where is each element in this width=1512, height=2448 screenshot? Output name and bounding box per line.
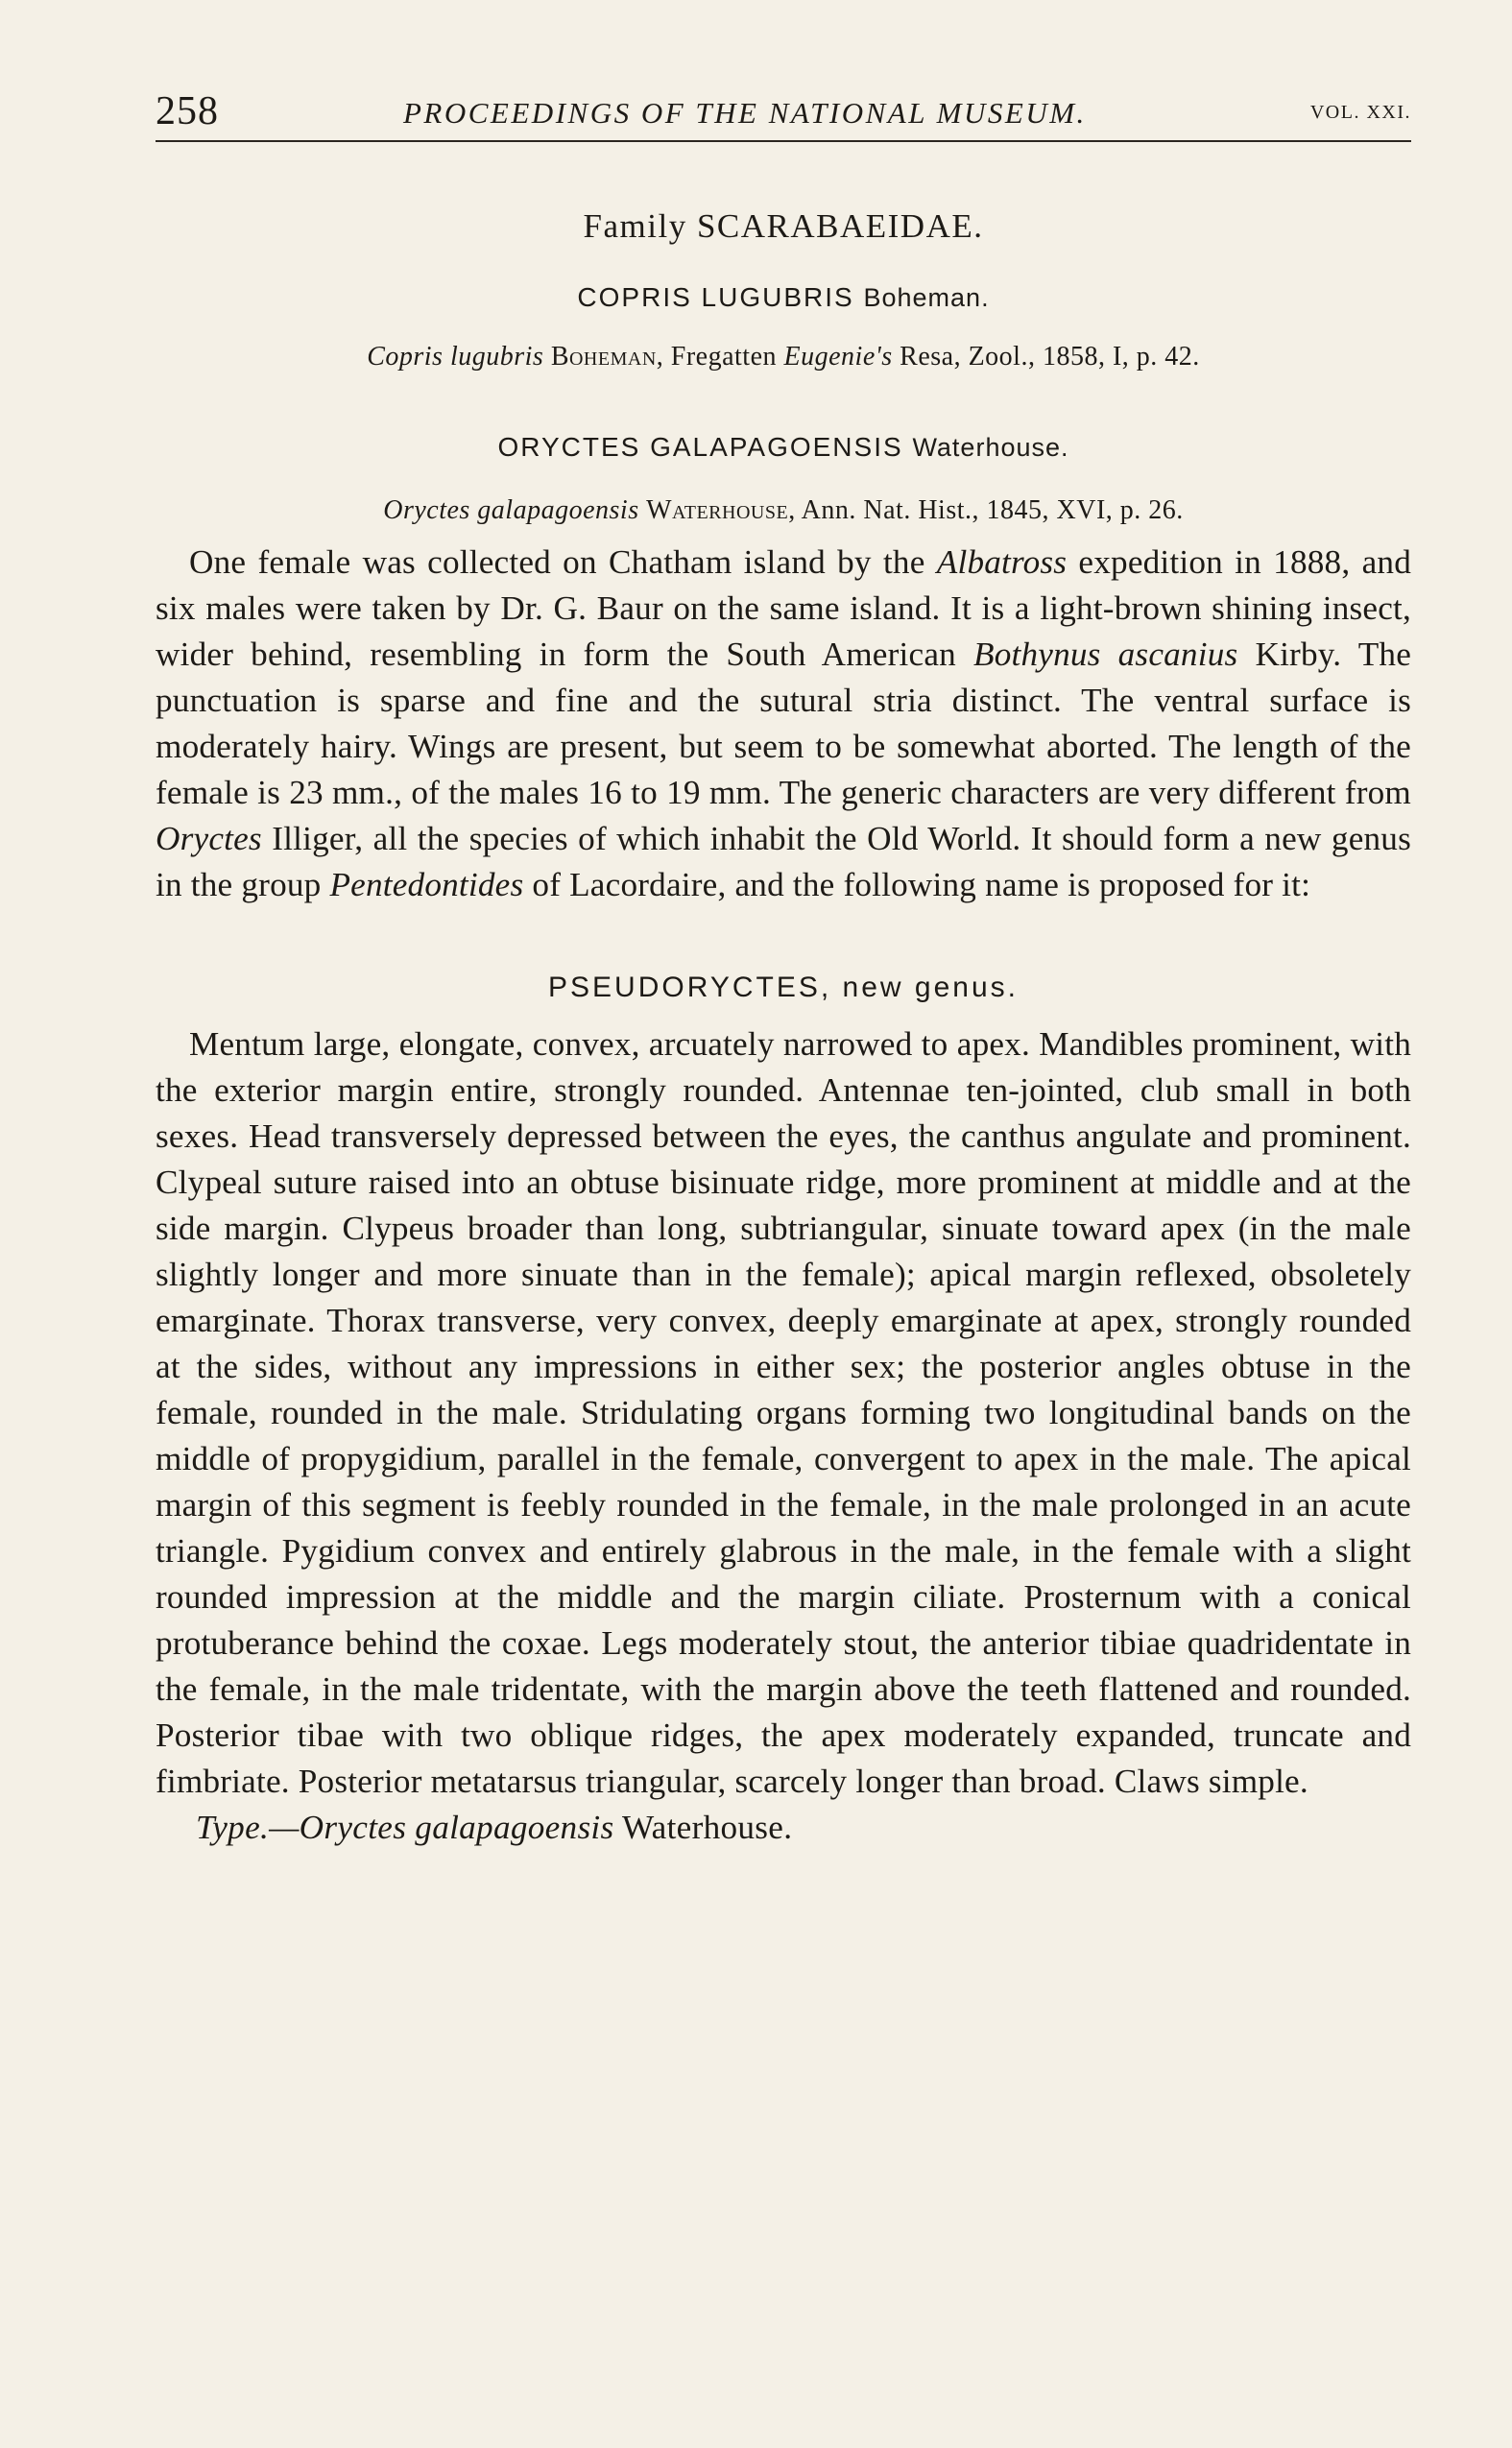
reference-work-rest: Resa, Zool., 1858, I, p. 42. [900, 342, 1200, 372]
family-heading: Family SCARABAEIDAE. [583, 207, 984, 245]
genus-description: Mentum large, elongate, convex, arcuately narrowed to apex. Mandibles prominent, with the exterior margin entire, strongly rounded. Antennae ten-jointed, club small in both sexes. Head transversely depressed between the eyes, the canthus angulate and prominent. Clypeal suture raised into an obtuse bisinuate ridge, more prominent at middle and at the side margin. Clypeus broader than long, subtriangular, sinuate toward apex (in the male slightly longer and more sinuate than in the female); apical margin reflexed, obsoletely emarginate. Thorax transverse, very convex, deeply emarginate at apex, strongly rounded at the sides, without any impressions in either sex; the posterior angles obtuse in the female, rounded in the male. Stridulating organs forming two longitudinal bands on the middle of propygidium, parallel in the female, convergent to apex in the male. The apical margin of this segment is feebly rounded in the female, in the male prolonged in an acute triangle. Pygidium convex and entirely glabrous in the male, in the female with a slight rounded impression at the middle and the margin ciliate. Prosternum with a conical protuberance behind the coxae. Legs moderately stout, the anterior tibiae quadridentate in the female, in the male tridentate, with the margin above the teeth flattened and rounded. Posterior tibae with two oblique ridges, the apex moderately expanded, truncate and fimbriate. Posterior metatarsus triangular, scarcely longer than broad. Claws simple. [156, 1025, 1411, 1800]
text-run: One female was collected on Chatham island by the [189, 543, 937, 581]
type-label: Type.— [196, 1809, 300, 1846]
reference-work: Ann. Nat. Hist., 1845, XVI, p. 26. [801, 495, 1184, 525]
reference-ship: Eugenie's [783, 342, 893, 372]
reference-work: Fregatten [670, 342, 778, 372]
reference-species: Copris lugubris [367, 342, 544, 372]
text-run: Kirby. The punctuation is sparse and fine and the sutural stria distinct. The ventral surface is moderately hairy. Wings are present, but seem to be somewhat aborted. The length of the female is 23 mm., of the males 16 to 19 mm. The generic characters are very different from [156, 636, 1412, 811]
reference-author: Waterhouse, [646, 495, 796, 525]
text-run: expedition in 1888, and six males were taken by Dr. G. Baur on the same island. It is a light-brown shining insect, wider behind, resembling in form the South American [156, 543, 1411, 673]
group-name: Pentedontides [329, 866, 524, 903]
ship-name: Albatross [936, 543, 1068, 581]
type-designation [156, 1805, 1411, 1851]
species-name: Bothynus ascanius [973, 636, 1238, 673]
page [156, 83, 1411, 1851]
reference-oryctes [156, 495, 1411, 526]
page-number: 258 [156, 89, 219, 133]
type-author: Waterhouse. [621, 1809, 793, 1846]
genus-name: Oryctes [156, 820, 262, 857]
text-run: of Lacordaire, and the following name is proposed for it: [523, 866, 1311, 903]
type-species: Oryctes galapagoensis [299, 1809, 614, 1846]
reference-copris [156, 342, 1411, 372]
oryctes-paragraph [156, 540, 1411, 908]
running-head [156, 83, 1411, 142]
genus-heading: PSEUDORYCTES, new genus. [548, 972, 1019, 1003]
species-author: Waterhouse. [912, 433, 1069, 462]
species-heading-copris [156, 282, 1411, 313]
species-heading-oryctes [156, 432, 1411, 463]
journal-title: PROCEEDINGS OF THE NATIONAL MUSEUM. [403, 96, 1087, 130]
species-name: COPRIS LUGUBRIS [577, 282, 854, 312]
reference-author: Boheman, [550, 342, 664, 372]
species-name: ORYCTES GALAPAGOENSIS [497, 432, 903, 462]
volume-label: VOL. XXI. [1309, 102, 1411, 123]
reference-species: Oryctes galapagoensis [383, 495, 639, 525]
species-author: Boheman. [863, 283, 990, 312]
text-run: Illiger, all the species of which inhabit the Old World. It should form a new genus in the group [156, 820, 1411, 903]
